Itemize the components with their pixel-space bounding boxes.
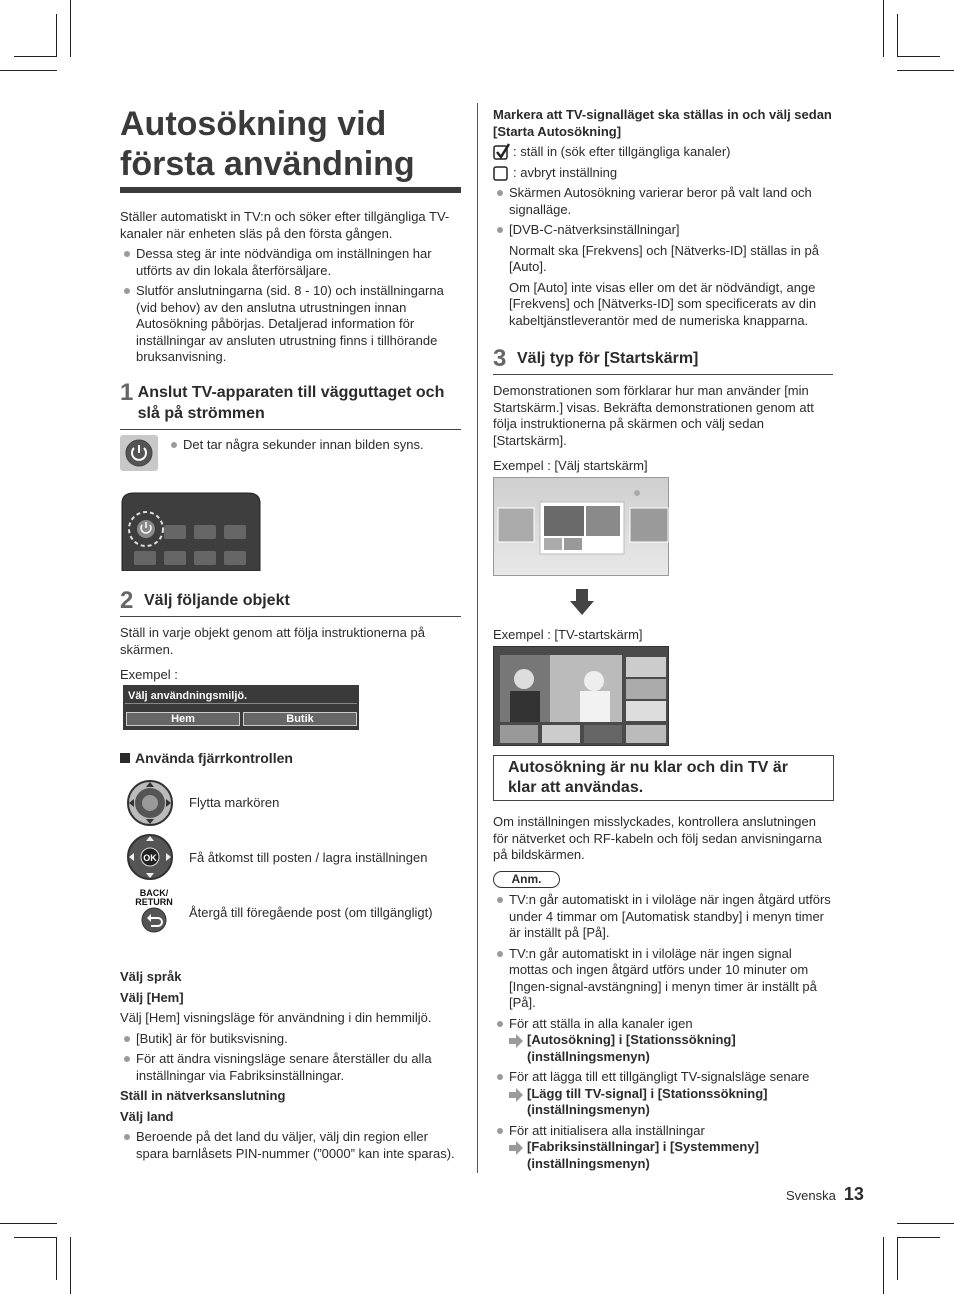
checkbox-checked-icon [493, 143, 511, 161]
note-item: För att ställa in alla kanaler igen [493, 1016, 833, 1033]
arrow-right-icon [509, 1140, 525, 1156]
remote-row-1: Flytta markören [189, 795, 280, 810]
back-return-icon: BACK/ RETURN [134, 888, 174, 938]
dvbc-text-1: Normalt ska [Frekvens] och [Nätverks-ID] ställas in på [Auto]. [509, 242, 819, 274]
tv-home-screenshot [493, 646, 669, 746]
note-item: TV:n går automatiskt in i viloläge när ingen signal mottas och ingen åtgärd utförs under 10 minuter om [Ingen-signal-avstängning] i menyn timer är inställt på [På]. [493, 946, 833, 1012]
note-menu-path [493, 1139, 833, 1172]
check-on-text: : ställ in (sök efter tillgängliga kanaler) [513, 143, 731, 159]
checkbox-empty-icon [493, 164, 511, 182]
intro-bullet: Dessa steg är inte nödvändiga om inställningen har utförts av din lokala återförsäljare. [120, 246, 455, 279]
navigation-pad-icon [126, 779, 174, 827]
completion-text: Autosökning är nu klar och din TV är klar att användas. [508, 759, 789, 796]
language-block [120, 969, 462, 1162]
intro-text: Ställer automatiskt in TV:n och söker efter tillgängliga TV-kanaler när enheten släs på den första gången. [120, 209, 450, 241]
check-on-row [493, 143, 833, 161]
example-2-label: Exempel : [TV-startskärm] [493, 627, 643, 642]
menu-option-butik: Butik [243, 712, 357, 726]
menu-path-line: (inställningsmenyn) [527, 1048, 650, 1064]
step-3-rule [493, 374, 833, 375]
notes-block [493, 892, 833, 1172]
intro-block [120, 209, 455, 366]
menu-path-line: (inställningsmenyn) [527, 1155, 650, 1171]
hem-bullet: [Butik] är för butiksvisning. [120, 1031, 462, 1048]
hem-text: Välj [Hem] visningsläge för användning i din hemmiljö. [120, 1010, 432, 1025]
check-off-row [493, 164, 833, 182]
hem-heading: Välj [Hem] [120, 989, 184, 1005]
check-off-text: : avbryt inställning [513, 164, 618, 180]
example-label: Exempel : [120, 667, 178, 682]
country-bullet: Beroende på det land du väljer, välj din region eller spara barnlåsets PIN-nummer (”0000” kan inte sparas). [120, 1129, 462, 1162]
step-title: Anslut TV-apparaten till vägguttaget och slå på strömmen [137, 384, 445, 422]
menu-option-hem: Hem [126, 712, 240, 726]
dvbc-bullet: [DVB-C-nätverksinställningar] [493, 222, 833, 239]
menu-path-line: [Fabriksinställningar] i [Systemmeny] [527, 1139, 759, 1154]
completion-box [493, 755, 834, 801]
step-1-heading [120, 379, 460, 424]
dvbc-text-2: Om [Auto] inte visas eller om det är nödvändigt, ange [Frekvens] och [Nätverks-ID] som specificerats av din kabeltjänstleverantör med de numeriska knapparna. [509, 279, 817, 328]
square-bullet-icon [120, 753, 130, 763]
note-menu-path [493, 1086, 833, 1119]
autosearch-bullet: Skärmen Autosökning varierar beror på valt land och signalläge. [493, 185, 833, 218]
page-number: 13 [843, 1184, 864, 1204]
step-number: 2 [120, 587, 134, 614]
home-select-screenshot [493, 477, 669, 576]
step-3-heading [493, 345, 833, 372]
step-number: 1 [120, 379, 134, 406]
step-2-heading [120, 587, 460, 614]
menu-title: Välj användningsmiljö. [128, 690, 248, 702]
remote-row-2: Få åtkomst till posten / lagra inställningen [189, 850, 428, 865]
intro-bullet: Slutför anslutningarna (sid. 8 - 10) och inställningarna (vid behov) av den anslutna utrustningen innan Autosökning påbörjas. Detaljerad information för inställningar av ansluten utrustning finns i tillhörande bruksanvisning. [120, 283, 455, 366]
step-1-rule [120, 429, 461, 430]
step-3-desc: Demonstrationen som förklarar hur man använder [min Startskärm.] visas. Bekräfta demonstrationen genom att följa instruktionerna på skärmen och välj sedan [Startskärm]. [493, 383, 814, 448]
column-divider [477, 103, 478, 1173]
remote-top-image [120, 489, 262, 571]
footer-language: Svenska [786, 1188, 836, 1203]
failure-text: Om inställningen misslyckades, kontrollera anslutningen för nätverket och RF-kabeln och följ sedan anvisningarna på bildskärmen. [493, 814, 822, 862]
remote-heading-text: Använda fjärrkontrollen [135, 750, 293, 766]
remote-heading [120, 750, 293, 767]
step-2-rule [120, 616, 461, 617]
lang-heading: Välj språk [120, 969, 182, 984]
note-menu-path [493, 1032, 833, 1065]
step-2-desc: Ställ in varje objekt genom att följa instruktionerna på skärmen. [120, 625, 425, 657]
ok-button-icon [126, 833, 174, 881]
power-button-icon [120, 435, 158, 471]
title-underline [120, 187, 461, 193]
country-heading: Välj land [120, 1108, 174, 1124]
step-title: Välj följande objekt [144, 592, 290, 609]
menu-path-line: [Autosökning] i [Stationssökning] [527, 1032, 736, 1047]
down-arrow-icon [570, 589, 594, 615]
step-1-bullet: Det tar några sekunder innan bilden syns. [167, 437, 457, 454]
arrow-right-icon [509, 1087, 525, 1103]
arrow-right-icon [509, 1033, 525, 1049]
note-item: För att initialisera alla inställningar [493, 1123, 833, 1140]
page-footer [786, 1186, 864, 1205]
menu-example [123, 685, 359, 730]
page-title: Autosökning vid första användning [120, 105, 415, 183]
network-heading: Ställ in nätverksanslutning [120, 1088, 286, 1103]
note-badge: Anm. [493, 871, 560, 888]
hem-bullet: För att ändra visningsläge senare återställer du alla inställningar via Fabriksinställningar. [120, 1051, 462, 1084]
example-1-label: Exempel : [Välj startskärm] [493, 458, 648, 473]
step-number: 3 [493, 345, 507, 372]
right-top-block [493, 107, 833, 329]
note-item: TV:n går automatiskt in i viloläge när ingen åtgärd utförs under 4 timmar om [Automatisk standby] i menyn timer är inställt på [På]. [493, 892, 833, 942]
svg-text:OK: OK [143, 853, 157, 863]
menu-path-line: (inställningsmenyn) [527, 1102, 650, 1117]
step-title: Välj typ för [Startskärm] [517, 350, 699, 367]
menu-path-line: [Lägg till TV-signal] i [Stationssökning] [527, 1085, 768, 1101]
signal-heading: Markera att TV-signalläget ska ställas in och välj sedan [Starta Autosökning] [493, 107, 832, 139]
note-item: För att lägga till ett tillgängligt TV-signalsläge senare [493, 1069, 833, 1086]
remote-row-3: Återgå till föregående post (om tillgängligt) [189, 905, 433, 920]
